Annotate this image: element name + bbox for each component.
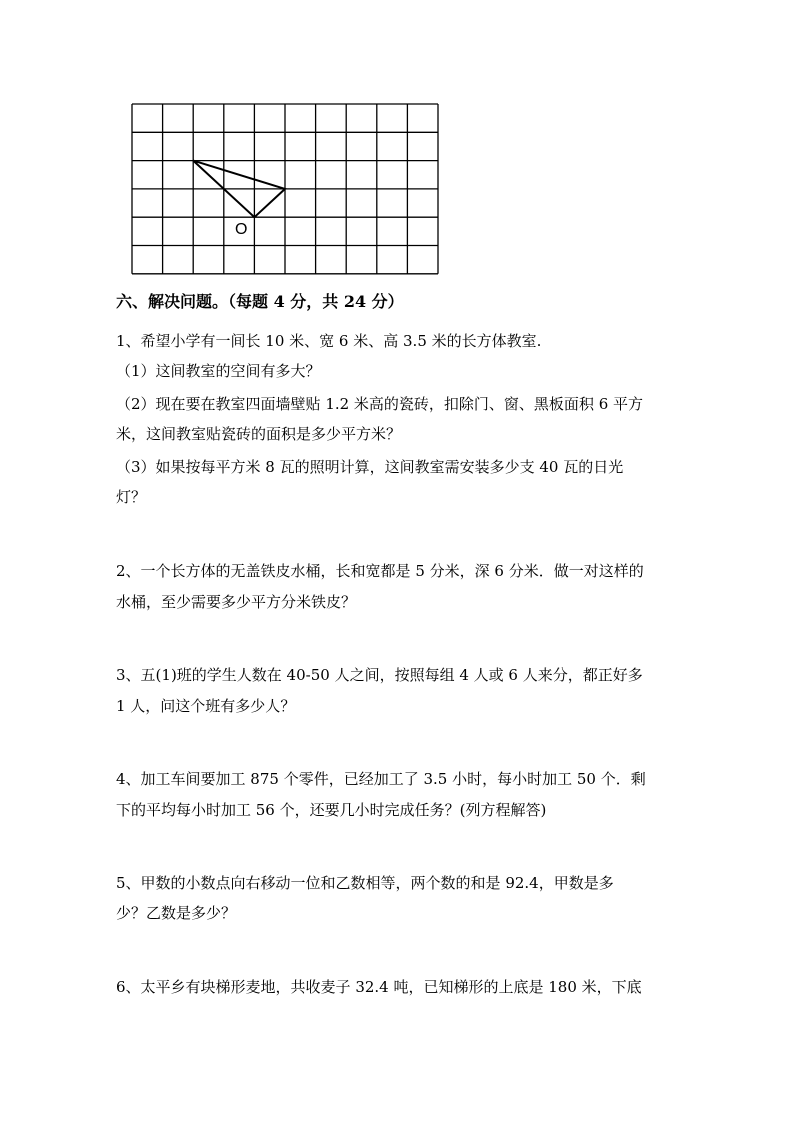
- problem-4-line-2: 下的平均每小时加工 56 个，还要几小时完成任务？(列方程解答): [116, 801, 547, 819]
- problem-1-part-1: （1）这间教室的空间有多大？: [116, 362, 321, 380]
- problem-4-line-1: 4、加工车间要加工 875 个零件，已经加工了 3.5 小时，每小时加工 50 个．剩: [116, 770, 646, 788]
- problem-1-part-3-cont: 灯？: [116, 488, 147, 506]
- problem-5-line-2: 少？乙数是多少？: [116, 904, 237, 922]
- problem-1-part-2-cont: 米，这间教室贴瓷砖的面积是多少平方米？: [116, 425, 402, 443]
- section-heading: 六、解决问题。（每题 4 分，共 24 分）: [116, 292, 404, 311]
- problem-5-line-1: 5、甲数的小数点向右移动一位和乙数相等，两个数的和是 92.4，甲数是多: [116, 874, 614, 892]
- problem-2-line-1: 2、一个长方体的无盖铁皮水桶，长和宽都是 5 分米，深 6 分米．做一对这样的: [116, 562, 644, 580]
- problem-3-line-2: 1 人，问这个班有多少人？: [116, 697, 296, 715]
- problem-1-part-2: （2）现在要在教室四面墙壁贴 1.2 米高的瓷砖，扣除门、窗、黑板面积 6 平方: [116, 395, 644, 413]
- problem-6-line-1: 6、太平乡有块梯形麦地，共收麦子 32.4 吨，已知梯形的上底是 180 米，下底: [116, 978, 642, 996]
- problem-1-part-3: （3）如果按每平方米 8 瓦的照明计算，这间教室需安装多少支 40 瓦的日光: [116, 458, 624, 476]
- problem-2-line-2: 水桶，至少需要多少平方分米铁皮？: [116, 593, 357, 611]
- problem-3-line-1: 3、五(1)班的学生人数在 40-50 人之间，按照每组 4 人或 6 人来分，都正好多: [116, 666, 643, 684]
- grid-figure: [128, 100, 444, 276]
- problem-1-line-1: 1、希望小学有一间长 10 米、宽 6 米、高 3.5 米的长方体教室.: [116, 332, 542, 350]
- point-o-label: O: [235, 221, 248, 238]
